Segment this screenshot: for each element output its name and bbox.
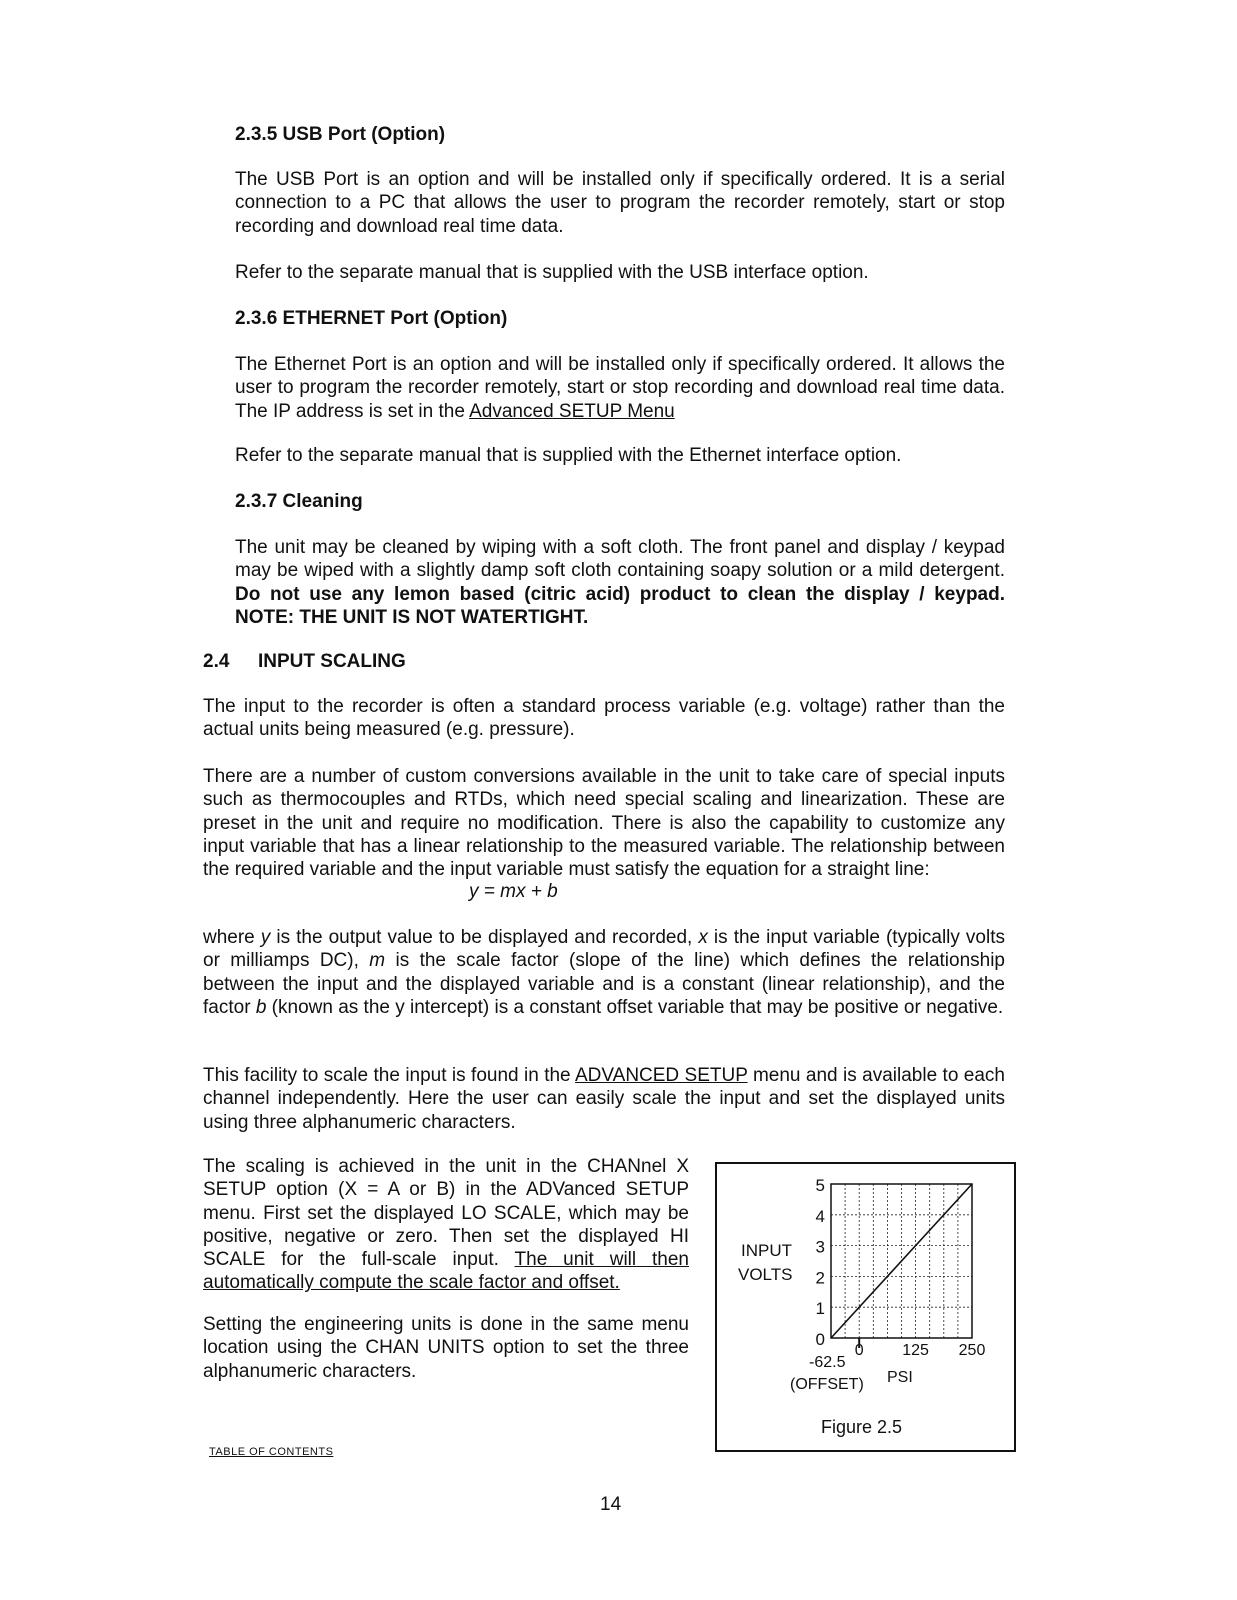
p5-underlined: The unit will then automatically compute the scale factor and offset. [203, 1249, 689, 1294]
usb-paragraph-1: The USB Port is an option and will be installed only if specifically ordered. It is a serial connection to a PC that allows the user to program the recorder remotely, start or stop recording and download real time data. [235, 169, 1005, 237]
p3-text-d: is the scale factor (slope of the line) which defines the relationship between the input and the displayed variable and is a constant (linear relationship), and the factor [203, 950, 1005, 1018]
section-heading-cleaning: 2.3.7 Cleaning [235, 491, 363, 512]
section-heading-usb: 2.3.5 USB Port (Option) [235, 124, 446, 145]
p3-text-b: is the output value to be displayed and recorded, [270, 927, 699, 948]
p4-text-b: menu and is available to each channel independently. Here the user can easily scale the input and set the displayed units using three alphanumeric characters. [203, 1065, 1005, 1133]
y-axis-label-line1: INPUT [741, 1241, 792, 1260]
p5-text: The scaling is achieved in the unit in the CHANnel X SETUP option (X = A or B) in the ADVanced SETUP menu. First set the displayed LO SCALE, which may be positive, negative or zero. Then set the displayed HI SCALE for the full-scale input. [203, 1156, 689, 1271]
offset-value-label: -62.5 [809, 1354, 846, 1371]
section-number-input-scaling: 2.4 [203, 651, 230, 672]
x-tick-labels [855, 1338, 986, 1359]
x-tick-label: 125 [902, 1342, 929, 1359]
section-heading-ethernet: 2.3.6 ETHERNET Port (Option) [235, 308, 508, 329]
advanced-setup-link[interactable]: ADVANCED SETUP [574, 1065, 748, 1086]
figure-2-5 [715, 1162, 1016, 1452]
scaling-paragraph-2: There are a number of custom conversions available in the unit to take care of special inputs such as thermocouples and RTDs, which need special scaling and linearization. These are preset in the unit and require no modification. There is also the capability to customize any input variable that has a linear relationship to the measured variable. The relationship between the required variable and the input variable must satisfy the equation for a straight line: [203, 766, 1005, 881]
scaling-paragraph-6: Setting the engineering units is done in the same menu location using the CHAN UNITS option to set the three alphanumeric characters. [203, 1314, 689, 1382]
x-tick-label: 0 [854, 1342, 864, 1359]
advanced-setup-menu-link[interactable]: Advanced SETUP Menu [469, 400, 675, 422]
cleaning-paragraph [235, 536, 1005, 629]
page-number: 14 [600, 1494, 622, 1515]
scaling-paragraph-5 [203, 1155, 689, 1295]
section-heading-input-scaling: INPUT SCALING [258, 651, 406, 672]
y-tick-label: 1 [815, 1299, 825, 1319]
ethernet-paragraph-2: Refer to the separate manual that is supplied with the Ethernet interface option. [235, 445, 902, 466]
figure-caption: Figure 2.5 [821, 1417, 903, 1437]
y-tick-label: 2 [815, 1268, 825, 1288]
var-x: x [698, 927, 708, 948]
y-tick-label: 3 [815, 1237, 825, 1257]
scaling-paragraph-1: The input to the recorder is often a standard process variable (e.g. voltage) rather than the actual units being measured (e.g. pressure). [203, 696, 1005, 741]
ethernet-paragraph-1 [235, 353, 1005, 423]
p3-text-e: (known as the y intercept) is a constant offset variable that may be positive or negative. [266, 996, 1004, 1018]
p4-text-a: This facility to scale the input is found in the [203, 1065, 575, 1086]
y-axis-label-line2: VOLTS [738, 1265, 793, 1284]
x-tick-label: 250 [958, 1342, 986, 1359]
line-equation: y = mx + b [469, 881, 558, 902]
y-tick-label: 4 [815, 1206, 825, 1226]
p3-text-c: is the input variable (typically volts or milliamps DC), [203, 927, 1005, 972]
var-m: m [369, 950, 386, 972]
scaling-paragraph-3 [203, 926, 1005, 1019]
series-line [831, 1184, 972, 1338]
var-b: b [255, 996, 267, 1018]
ethernet-p1-text: The Ethernet Port is an option and will be installed only if specifically ordered. It allows the user to program the recorder remotely, start or stop recording and download real time data. The IP address is set in the [235, 354, 1005, 422]
usb-paragraph-2: Refer to the separate manual that is supplied with the USB interface option. [235, 262, 869, 283]
scaling-chart [717, 1164, 1014, 1450]
x-axis-label: PSI [887, 1369, 913, 1386]
y-tick-label: 5 [815, 1176, 825, 1195]
p3-text-a: where [203, 927, 261, 948]
cleaning-text: The unit may be cleaned by wiping with a soft cloth. The front panel and display / keypad may be wiped with a slightly damp soft cloth containing soapy solution or a mild detergent. [235, 537, 1005, 582]
offset-label: (OFFSET) [790, 1376, 864, 1393]
table-of-contents-link[interactable]: TABLE OF CONTENTS [209, 1446, 334, 1458]
y-tick-label: 0 [815, 1330, 825, 1349]
scaling-paragraph-4 [203, 1064, 1005, 1134]
cleaning-warning: Do not use any lemon based (citric acid) product to clean the display / keypad. NOTE: THE UNIT IS NOT WATERTIGHT. [235, 583, 1005, 628]
y-tick-labels [816, 1176, 825, 1349]
var-y: y [260, 927, 271, 948]
